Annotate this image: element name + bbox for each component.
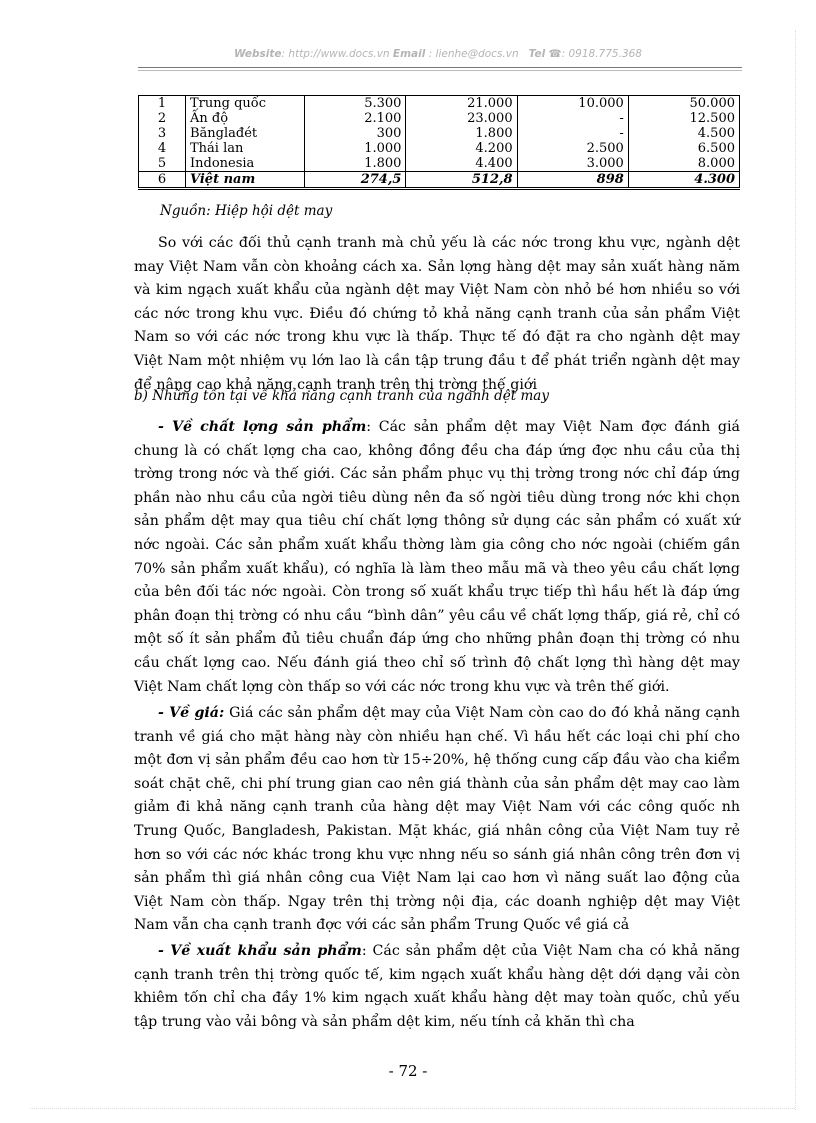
table-row xyxy=(139,111,740,126)
cell-value: 4.300 xyxy=(628,172,739,189)
cell-value: 5.300 xyxy=(305,96,406,112)
cell-value: - xyxy=(517,126,628,141)
cell-no: 3 xyxy=(139,126,186,141)
cell-value: 300 xyxy=(305,126,406,141)
paragraph-price xyxy=(134,702,740,938)
cell-value: 12.500 xyxy=(628,111,739,126)
table-row xyxy=(139,96,740,112)
cell-value: - xyxy=(517,111,628,126)
comparison-table xyxy=(138,95,740,190)
section-subheading: b) Những tồn tại về khả năng cạnh tranh của ngành dệt may xyxy=(134,388,549,404)
cell-value: 10.000 xyxy=(517,96,628,112)
cell-value: 2.100 xyxy=(305,111,406,126)
cell-value: 21.000 xyxy=(406,96,517,112)
page-number: - 72 - xyxy=(388,1062,428,1080)
cell-country: Trung quốc xyxy=(186,96,305,112)
paragraph-quality-body: : Các sản phẩm dệt may Việt Nam đợc đánh giá chung là có chất lợng cha cao, không đồng đều cha đáp ứng đợc nhu cầu của thị trờng trong nớc và thế giới. Các sản phẩm phục vụ thị trờng trong nớc chỉ đáp ứng phần nào nhu cầu của ngời tiêu dùng nên đa số ngời tiêu dùng trong nớc khi chọn sản phẩm dệt may qua tiêu chí chất lợng thông sử dụng các sản phẩm có xuất xứ nớc ngoài. Các sản phẩm xuất khẩu thờng làm gia công cho nớc ngoài (chiếm gần 70% sản phẩm xuất khẩu), có nghĩa là làm theo mẫu mã và theo yêu cầu chất lợng của bên đối tác nớc ngoài. Còn trong số xuất khẩu trực tiếp thì hầu hết là đáp ứng phân đoạn thị trờng có nhu cầu “bình dân” yêu cầu về chất lợng thấp, giá rẻ, chỉ có một số ít sản phẩm đủ tiêu chuẩn đáp ứng cho những phân đoạn thị trờng có nhu cầu chất lợng cao. Nếu đánh giá theo chỉ số trình độ chất lợng thì hàng dệt may Việt Nam chất lợng còn thấp so với các nớc trong khu vực và trên thế giới. xyxy=(134,419,741,695)
cell-value: 4.500 xyxy=(628,126,739,141)
paragraph-export-lead: - Về xuất khẩu sản phẩm xyxy=(158,943,362,959)
cell-no: 5 xyxy=(139,156,186,172)
cell-no: 1 xyxy=(139,96,186,112)
paragraph-export xyxy=(134,940,740,1034)
cell-value: 274,5 xyxy=(305,172,406,189)
table-source-note: Nguồn: Hiệp hội dệt may xyxy=(160,203,333,219)
cell-value: 6.500 xyxy=(628,141,739,156)
cell-value: 4.200 xyxy=(406,141,517,156)
paragraph-comparison: So với các đối thủ cạnh tranh mà chủ yếu là các nớc trong khu vực, ngành dệt may Việt Nam vẫn còn khoảng cách xa. Sản lợng hàng dệt may sản xuất hàng năm và kim ngạch xuất khẩu của ngành dệt may Việt Nam còn nhỏ bé hơn nhiều so với các nớc trong khu vực. Điều đó chứng tỏ khả năng cạnh tranh của sản phẩm Việt Nam so với các nớc trong khu vực là thấp. Thực tế đó đặt ra cho ngành dệt may Việt Nam một nhiệm vụ lớn lao là cần tập trung đầu t để phát triển ngành dệt may để nâng cao khả năng cạnh tranh trên thị trờng thế giới xyxy=(134,235,740,393)
cell-country: Bănglađét xyxy=(186,126,305,141)
cell-no: 6 xyxy=(139,172,186,189)
cell-country: Thái lan xyxy=(186,141,305,156)
cell-no: 4 xyxy=(139,141,186,156)
paragraph-export-body: : Các sản phẩm dệt của Việt Nam cha có khả năng cạnh tranh trên thị trờng quốc tế, kim ngạch xuất khẩu hàng dệt dới dạng vải còn khiêm tốn chỉ cha đầy 1% kim ngạch xuất khẩu hàng dệt may toàn quốc, chủ yếu tập trung vào vải bông và sản phẩm dệt kim, nếu tính cả khăn thì cha xyxy=(134,943,740,1030)
paragraph-price-body: Giá các sản phẩm dệt may của Việt Nam còn cao do đó khả năng cạnh tranh về giá cho mặt hàng này còn nhiều hạn chế. Vì hầu hết các loại chi phí cho một đơn vị sản phẩm đều cao hơn từ 15÷20%, hệ thống cung cấp đầu vào cha kiểm soát chặt chẽ, chi phí trung gian cao nên giá thành của sản phẩm dệt may cao làm giảm đi khả năng cạnh tranh của hàng dệt may Việt Nam với các công quốc nh Trung Quốc, Bangladesh, Pakistan. Mặt khác, giá nhân công của Việt Nam tuy rẻ hơn so với các nớc khác trong khu vực nhng nếu so sánh giá nhân công trên đơn vị sản phẩm thì giá nhân công cua Việt Nam lại cao hơn vì năng suất lao động của Việt Nam còn thấp. Ngay trên thị trờng nội địa, các doanh nghiệp dệt may Việt Nam vẫn cha cạnh tranh đợc với các sản phẩm Trung Quốc về giá cả xyxy=(134,705,740,934)
cell-no: 2 xyxy=(139,111,186,126)
cell-value: 4.400 xyxy=(406,156,517,172)
paragraph-quality-lead: - Về chất lợng sản phẩm xyxy=(158,419,367,435)
table-row-vietnam xyxy=(139,172,740,189)
table-row xyxy=(139,126,740,141)
cell-country: Indonesia xyxy=(186,156,305,172)
cell-value: 1.000 xyxy=(305,141,406,156)
phone-icon: ☎ xyxy=(548,48,562,60)
paragraph-quality xyxy=(134,416,740,699)
cell-value: 50.000 xyxy=(628,96,739,112)
cell-value: 2.500 xyxy=(517,141,628,156)
page-header xyxy=(138,48,738,60)
cell-value: 898 xyxy=(517,172,628,189)
cell-value: 8.000 xyxy=(628,156,739,172)
page-edge-bottom xyxy=(30,1108,795,1109)
website-value[interactable]: : http://www.docs.vn xyxy=(281,48,390,60)
cell-value: 1.800 xyxy=(406,126,517,141)
tel-label: Tel xyxy=(528,48,546,60)
cell-value: 1.800 xyxy=(305,156,406,172)
table-row xyxy=(139,141,740,156)
tel-value: : 0918.775.368 xyxy=(561,48,642,60)
header-rule-secondary xyxy=(138,70,742,71)
cell-value: 23.000 xyxy=(406,111,517,126)
cell-value: 512,8 xyxy=(406,172,517,189)
email-value[interactable]: : lienhe@docs.vn xyxy=(425,48,519,60)
cell-country: Ấn độ xyxy=(186,111,305,126)
website-label: Website xyxy=(234,48,282,60)
header-rule xyxy=(138,67,742,68)
email-label: Email xyxy=(392,48,426,60)
page-edge-right xyxy=(795,30,796,1110)
paragraph-price-lead: - Về giá: xyxy=(158,705,225,721)
table-row xyxy=(139,156,740,172)
cell-country: Việt nam xyxy=(186,172,305,189)
cell-value: 3.000 xyxy=(517,156,628,172)
